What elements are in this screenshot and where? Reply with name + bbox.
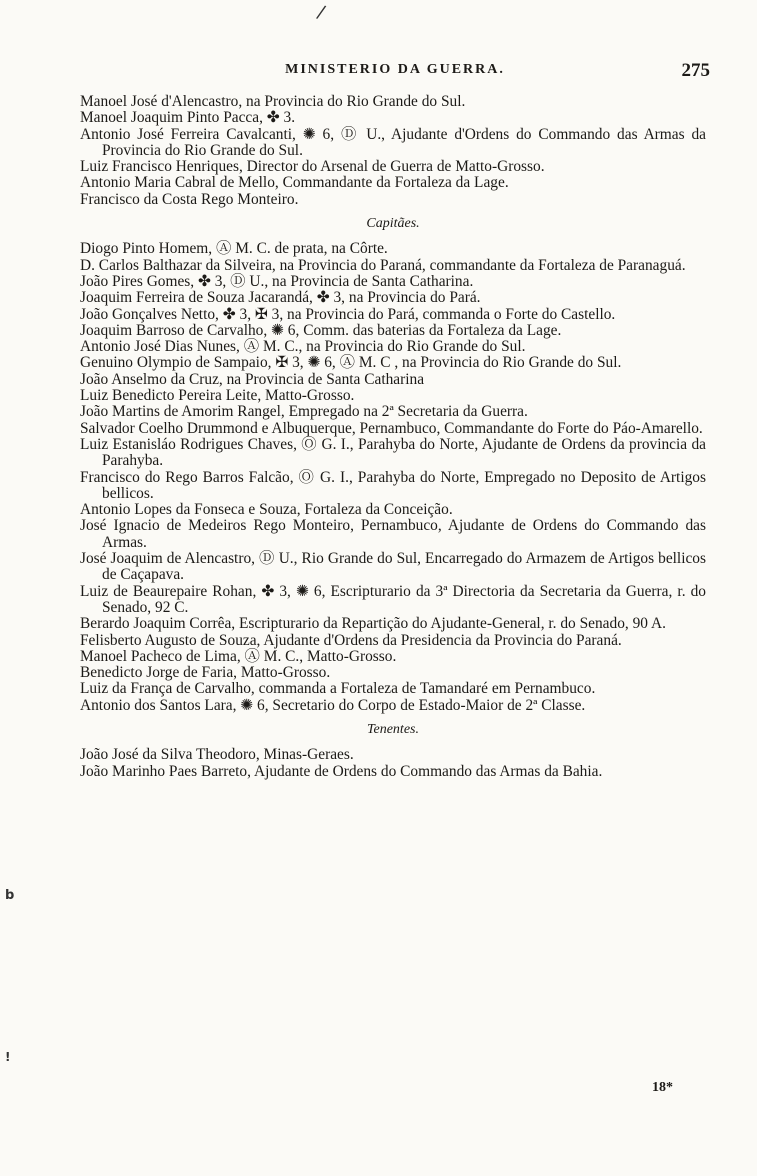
list-item: D. Carlos Balthazar da Silveira, na Provincia do Paraná, commandante da Fortaleza de Paranaguá. [80, 256, 686, 274]
list-item: Luiz Benedicto Pereira Leite, Matto-Grosso. [80, 387, 355, 405]
list-item: Manoel Pacheco de Lima, Ⓐ M. C., Matto-Grosso. [80, 647, 397, 665]
list-item: José Joaquim de Alencastro, Ⓓ U., Rio Grande do Sul, Encarregado do Armazem de Artigos bellicos de Caçapava. [80, 550, 706, 584]
list-item: Francisco da Costa Rego Monteiro. [80, 190, 299, 208]
list-item: Luiz da França de Carvalho, commanda a Fortaleza de Tamandaré em Pernambuco. [80, 680, 596, 698]
list-item: José Ignacio de Medeiros Rego Monteiro, Pernambuco, Ajudante de Ordens do Commando das Armas. [80, 517, 706, 551]
text-body [80, 94, 706, 780]
list-item: Antonio dos Santos Lara, ✺ 6, Secretario do Corpo de Estado-Maior de 2ª Classe. [80, 696, 586, 714]
list-item: Antonio Lopes da Fonseca e Souza, Fortaleza da Conceição. [80, 501, 453, 519]
list-item: Berardo Joaquim Corrêa, Escripturario da Repartição do Ajudante-General, r. do Senado, 90 A. [80, 615, 666, 633]
list-item: João Martins de Amorim Rangel, Empregado na 2ª Secretaria da Guerra. [80, 403, 528, 421]
entry-list-top [80, 94, 706, 208]
top-pen-mark: / [314, 1, 328, 24]
margin-mark: b [5, 888, 15, 903]
entry-list-capitaes [80, 241, 706, 714]
section-heading-tenentes: Tenentes. [367, 721, 419, 737]
list-item: Luiz de Beaurepaire Rohan, ✤ 3, ✺ 6, Escripturario da 3ª Directoria da Secretaria da Guerra, r. do Senado, 92 C. [80, 582, 706, 616]
list-item: Manoel Joaquim Pinto Pacca, ✤ 3. [80, 109, 296, 127]
entry-list-tenentes [80, 747, 706, 780]
list-item: João Marinho Paes Barreto, Ajudante de Ordens do Commando das Armas da Bahia. [80, 762, 603, 780]
list-item: Antonio José Dias Nunes, Ⓐ M. C., na Provincia do Rio Grande do Sul. [80, 338, 526, 356]
list-item: João Pires Gomes, ✤ 3, Ⓓ U., na Provincia de Santa Catharina. [80, 272, 474, 290]
list-item: Manoel José d'Alencastro, na Provincia do Rio Grande do Sul. [80, 93, 466, 110]
list-item: Genuino Olympio de Sampaio, ✠ 3, ✺ 6, Ⓐ M. C , na Provincia do Rio Grande do Sul. [80, 354, 622, 372]
list-item: João Anselmo da Cruz, na Provincia de Santa Catharina [80, 370, 425, 388]
running-head: MINISTERIO DA GUERRA. [285, 62, 505, 77]
list-item: Benedicto Jorge de Faria, Matto-Grosso. [80, 664, 331, 682]
list-item: Luiz Francisco Henriques, Director do Arsenal de Guerra de Matto-Grosso. [80, 158, 545, 176]
list-item: João José da Silva Theodoro, Minas-Geraes. [80, 746, 354, 764]
list-item: João Gonçalves Netto, ✤ 3, ✠ 3, na Provincia do Pará, commanda o Forte do Castello. [80, 305, 616, 323]
list-item: Diogo Pinto Homem, Ⓐ M. C. de prata, na Côrte. [80, 240, 388, 258]
list-item: Joaquim Ferreira de Souza Jacarandá, ✤ 3, na Provincia do Pará. [80, 289, 481, 307]
list-item: Francisco do Rego Barros Falcão, Ⓞ G. I., Parahyba do Norte, Empregado no Deposito de Artigos bellicos. [80, 468, 706, 502]
signature-mark: 18* [652, 1080, 673, 1095]
margin-mark-lower: ! [5, 1050, 11, 1064]
page-number: 275 [681, 60, 710, 81]
list-item: Antonio José Ferreira Cavalcanti, ✺ 6, Ⓓ U., Ajudante d'Ordens do Commando das Armas da Provincia do Rio Grande do Sul. [80, 125, 706, 159]
list-item: Joaquim Barroso de Carvalho, ✺ 6, Comm. das baterias da Fortaleza da Lage. [80, 321, 562, 339]
list-item: Luiz Estanisláo Rodrigues Chaves, Ⓞ G. I., Parahyba do Norte, Ajudante de Ordens da provincia da Parahyba. [80, 435, 706, 470]
list-item: Salvador Coelho Drummond e Albuquerque, Pernambuco, Commandante do Forte do Páo-Amarello. [80, 419, 703, 437]
section-heading-capitaes: Capitães. [366, 216, 420, 232]
page-header [80, 62, 710, 86]
list-item: Felisberto Augusto de Souza, Ajudante d'Ordens da Presidencia da Provincia do Paraná. [80, 631, 622, 649]
list-item: Antonio Maria Cabral de Mello, Commandante da Fortaleza da Lage. [80, 174, 509, 192]
